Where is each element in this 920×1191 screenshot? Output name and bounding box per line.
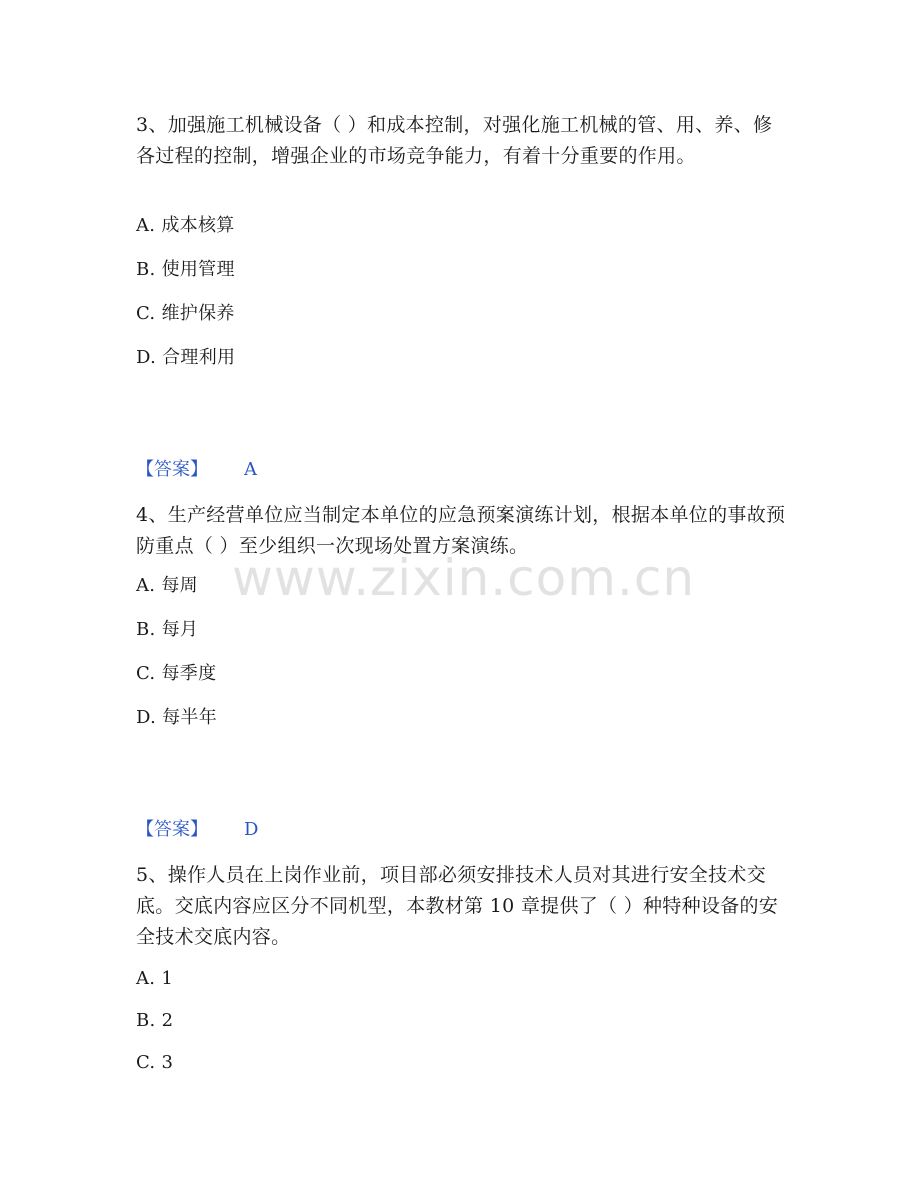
question-4-option-c: C. 每季度 [136,663,217,684]
question-4-text: 4、生产经营单位应当制定本单位的应急预案演练计划，根据本单位的事故预防重点（ ）至少组织一次现场处置方案演练。 [136,504,786,557]
answer-label: 【答案】 [136,819,208,840]
question-3-option-a: A. 成本核算 [136,215,235,236]
question-5-option-b: B. 2 [136,1010,174,1031]
question-5-option-a: A. 1 [136,968,174,989]
question-4-option-b: B. 每月 [136,619,199,640]
question-4-answer [136,818,258,842]
question-3-text: 3、加强施工机械设备（ ）和成本控制，对强化施工机械的管、用、养、修各过程的控制，增强企业的市场竞争能力，有着十分重要的作用。 [136,114,773,167]
question-3-option-c: C. 维护保养 [136,303,235,324]
question-3-option-d: D. 合理利用 [136,347,236,368]
question-5-text: 5、操作人员在上岗作业前，项目部必须安排技术人员对其进行安全技术交底。交底内容应区分不同机型，本教材第 10 章提供了（ ）种特种设备的安全技术交底内容。 [136,864,779,948]
question-4-option-d: D. 每半年 [136,707,218,728]
question-4-option-a: A. 每周 [136,575,198,596]
watermark: www.zixin.com.cn [232,549,696,607]
question-3-option-b: B. 使用管理 [136,259,235,280]
answer-label: 【答案】 [136,459,208,480]
question-3-answer [136,458,257,482]
answer-value: A [244,459,257,480]
question-5-option-c: C. 3 [136,1052,174,1073]
answer-value: D [244,819,259,840]
